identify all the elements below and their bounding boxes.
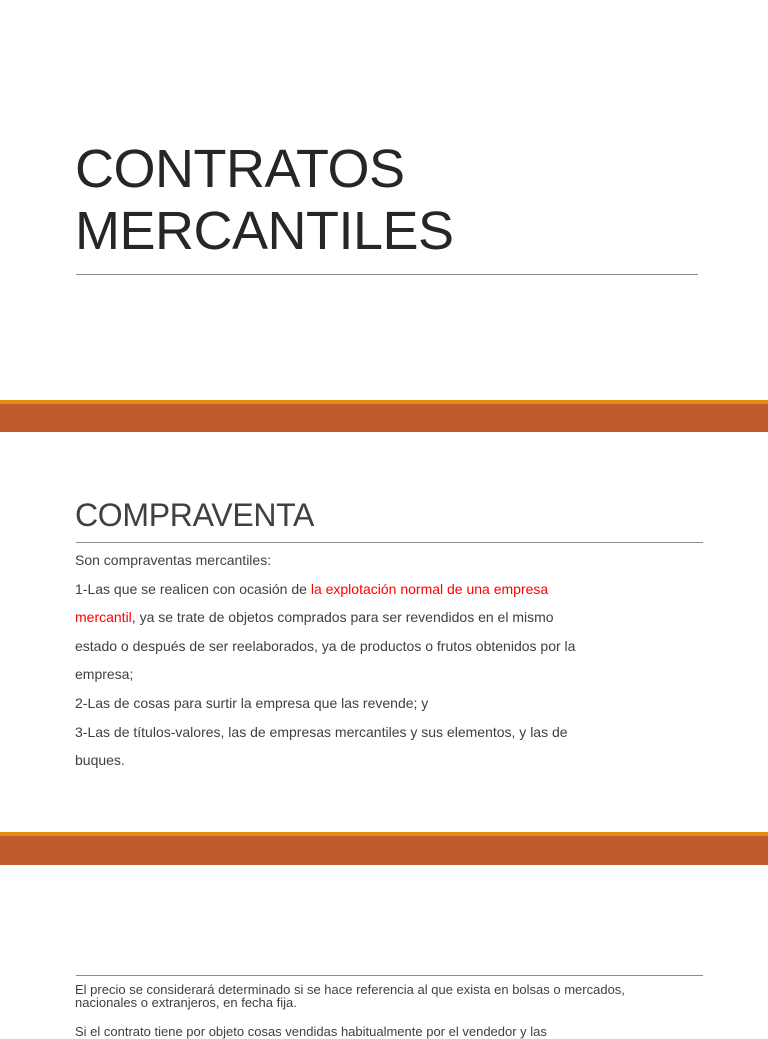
item-1-rest-a: , ya se trate de objetos comprados para ser revendidos en el mismo — [131, 609, 554, 626]
main-title-line-1: CONTRATOS — [75, 139, 405, 199]
slide-separator-1 — [0, 400, 768, 432]
item-1-highlight-a: la explotación normal de una empresa — [310, 580, 549, 597]
para-2-line-1: Si el contrato tiene por objeto cosas vendidas habitualmente por el vendedor y las — [75, 1024, 547, 1039]
slide-3-divider — [76, 975, 703, 976]
title-slide — [0, 0, 768, 400]
item-1-prefix: 1-Las que se realicen con ocasión de — [75, 580, 311, 597]
para-1-line-2: nacionales o extranjeros, en fecha fija. — [75, 995, 297, 1010]
main-title — [75, 138, 715, 262]
title-divider — [76, 274, 698, 275]
slide-3-body — [75, 983, 675, 1038]
compraventa-slide — [0, 432, 768, 832]
item-1-highlight-b: mercantil — [75, 609, 132, 626]
item-2-line: 2-Las de cosas para surtir la empresa que las revende; y — [75, 694, 429, 711]
item-1-line-2 — [75, 603, 615, 632]
precio-slide — [0, 865, 768, 1039]
item-3-line-1: 3-Las de títulos-valores, las de empresas mercantiles y sus elementos, y las de — [75, 723, 568, 740]
item-1-line-3: estado o después de ser reelaborados, ya de productos o frutos obtenidos por la — [75, 637, 576, 654]
para-1-line-1: El precio se considerará determinado si se hace referencia al que exista en bolsas o mercados, — [75, 982, 625, 997]
item-1-line-4: empresa; — [75, 666, 134, 683]
main-title-line-2: MERCANTILES — [75, 201, 454, 261]
section-divider — [76, 542, 703, 543]
paragraph-gap — [75, 1009, 675, 1025]
slide-body — [75, 546, 615, 775]
intro-line: Son compraventas mercantiles: — [75, 552, 272, 568]
section-heading: COMPRAVENTA — [75, 497, 315, 533]
slide-separator-2 — [0, 832, 768, 865]
item-1-line-1 — [75, 575, 615, 604]
item-3-line-2: buques. — [75, 752, 125, 769]
